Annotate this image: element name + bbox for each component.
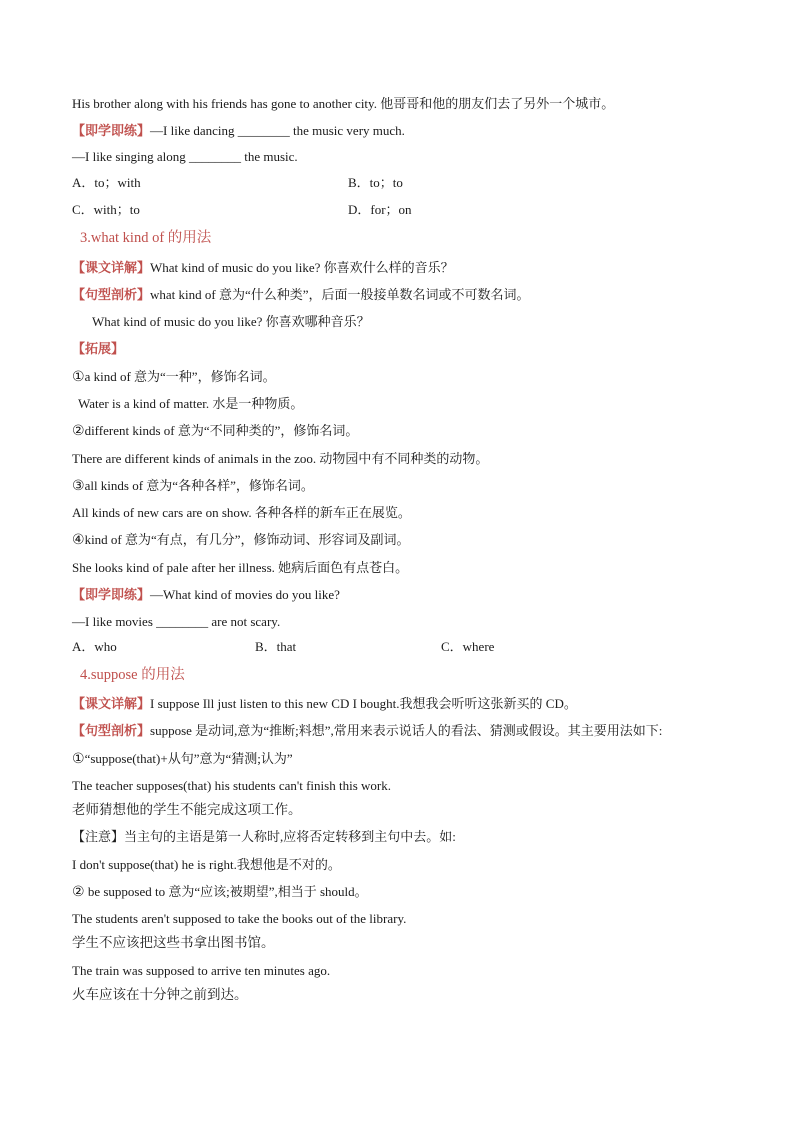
s4-use-2-example-2-cn: 火车应该在十分钟之前到达。: [72, 987, 248, 1002]
circle-number-3: ③: [72, 478, 85, 494]
s4-use-2-example-1-cn: 学生不应该把这些书拿出图书馆。: [72, 935, 275, 950]
circle-number-4: ④: [72, 532, 85, 548]
analysis-tag: 【句型剖析】: [72, 287, 151, 302]
ext-1: [72, 369, 276, 385]
s4-use-2-example-1-en: The students aren't supposed to take the books out of the library.: [72, 911, 407, 926]
s4-use-2-text: be supposed to 意为“应该;被期望”,相当于 should。: [84, 884, 368, 899]
s3-text-explain: [72, 260, 454, 276]
drill-question-1: [72, 123, 405, 139]
option-a: A．to；with: [72, 175, 141, 190]
s3-option-c: C．where: [441, 639, 495, 654]
option-d: D．for；on: [348, 202, 412, 217]
text-explain-tag: 【课文详解】: [72, 696, 151, 711]
option-b: B．to；to: [348, 175, 403, 190]
s4-text-body: I suppose Ill just listen to this new CD I bought.我想我会听听这张新买的 CD。: [150, 696, 577, 711]
s3-option-b: B．that: [255, 639, 297, 654]
s3-drill-line-2: —I like movies ________ are not scary.: [72, 614, 281, 629]
ext-2: [72, 423, 358, 439]
circle-number-1: ①: [72, 751, 85, 767]
note: 【注意】当主句的主语是第一人称时,应将否定转移到主句中去。如:: [72, 829, 456, 844]
s4-use-1-example-cn: 老师猜想他的学生不能完成这项工作。: [72, 802, 302, 817]
s3-drill-line-1: —What kind of movies do you like?: [150, 587, 340, 602]
section-3-heading: 3.what kind of 的用法: [80, 230, 212, 246]
analysis-body: what kind of 意为“什么种类”，后面一般接单数名词或不可数名词。: [150, 287, 530, 302]
ext-4-text: kind of 意为“有点，有几分”，修饰动词、形容词及副词。: [84, 532, 410, 547]
s3-option-a: A．who: [72, 639, 117, 654]
text-explain-tag: 【课文详解】: [72, 260, 151, 275]
circle-number-2: ②: [72, 423, 85, 439]
s3-analysis: [72, 287, 530, 303]
s3-analysis-example: What kind of music do you like? 你喜欢哪种音乐？: [92, 314, 370, 329]
s4-use-1-example-en: The teacher supposes(that) his students can't finish this work.: [72, 778, 391, 793]
text-explain-body: What kind of music do you like? 你喜欢什么样的音乐？: [150, 260, 454, 275]
s4-use-2: [72, 884, 368, 900]
drill-line-1: —I like dancing ________ the music very much.: [150, 123, 405, 138]
ext-3-text: all kinds of 意为“各种各样”，修饰名词。: [84, 478, 314, 493]
s4-use-1-text: “suppose(that)+从句”意为“猜测;认为”: [84, 751, 293, 766]
ext-1-example: Water is a kind of matter. 水是一种物质。: [78, 396, 304, 411]
s4-use-2-example-2-en: The train was supposed to arrive ten minutes ago.: [72, 963, 331, 978]
ext-4: [72, 532, 410, 548]
circle-number-1: ①: [72, 369, 85, 385]
s4-use-1: [72, 751, 293, 767]
ext-3: [72, 478, 314, 494]
ext-4-example: She looks kind of pale after her illness. 她病后面色有点苍白。: [72, 560, 409, 575]
s4-analysis-body: suppose 是动词,意为“推断;料想”,常用来表示说话人的看法、猜测或假设。其主要用法如下:: [150, 723, 663, 738]
ext-2-example: There are different kinds of animals in the zoo. 动物园中有不同种类的动物。: [72, 451, 489, 466]
drill-tag: 【即学即练】: [72, 587, 151, 602]
ext-3-example: All kinds of new cars are on show. 各种各样的新车正在展览。: [72, 505, 411, 520]
s4-analysis: [72, 723, 662, 739]
section-4-heading: 4.suppose 的用法: [80, 667, 185, 683]
s4-text-explain: [72, 696, 577, 712]
circle-number-2: ②: [72, 884, 85, 900]
extend-tag: 【拓展】: [72, 341, 125, 356]
analysis-tag: 【句型剖析】: [72, 723, 151, 738]
ext-2-text: different kinds of 意为“不同种类的”，修饰名词。: [84, 423, 359, 438]
s3-drill: [72, 587, 340, 603]
example-sentence: His brother along with his friends has gone to another city. 他哥哥和他的朋友们去了另外一个城市。: [72, 96, 615, 111]
ext-1-text: a kind of 意为“一种”，修饰名词。: [84, 369, 276, 384]
drill-tag: 【即学即练】: [72, 123, 151, 138]
drill-line-2: —I like singing along ________ the music.: [72, 149, 298, 164]
note-example: I don't suppose(that) he is right.我想他是不对的。: [72, 857, 341, 872]
option-c: C．with；to: [72, 202, 140, 217]
